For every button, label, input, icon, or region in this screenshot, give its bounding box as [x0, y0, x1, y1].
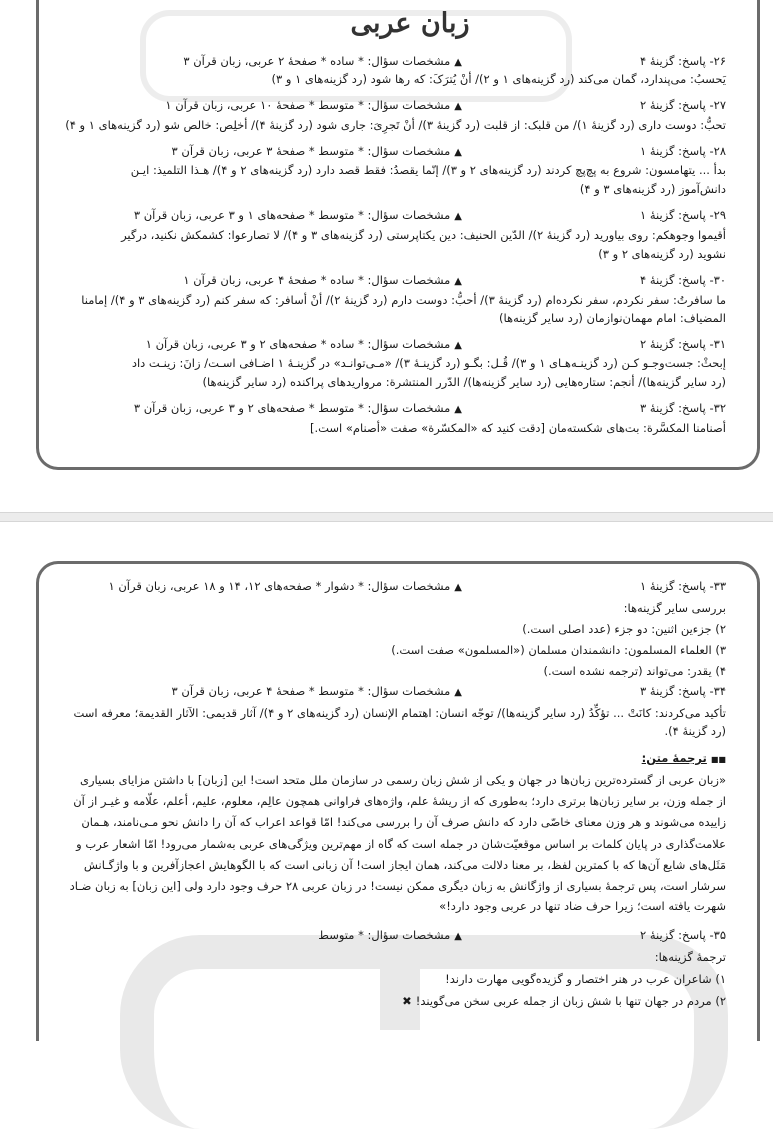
explanation-text: ما سافرتُ: سفر نکردم، سفر نکرده‌ام (رد گزینهٔ ۳)/ أحبُّ: دوست دارم (رد گزینهٔ ۲)/ أنْ أسافر: که سفر کنم (رد گزینه‌های ۳ و ۴)/ إمامنا [81, 293, 726, 307]
question-specs-text: مشخصات سؤال: * متوسط * صفحهٔ ۳ عربی، زبان قرآن ۳ [171, 144, 451, 158]
answer-choice: ۳۵- پاسخ: گزینهٔ ۲ [640, 928, 726, 942]
question-specs-text: مشخصات سؤال: * متوسط * صفحه‌های ۲ و ۳ عربی، زبان قرآن ۳ [133, 401, 451, 415]
explanation-line [42, 309, 726, 327]
explanation-line [42, 641, 726, 659]
answer-choice: ۳۰- پاسخ: گزینهٔ ۴ [640, 273, 726, 287]
explanation-line [42, 722, 726, 740]
cross-mark-icon: ✖ [402, 994, 412, 1008]
explanation-line [42, 704, 726, 722]
answer-header [42, 96, 726, 116]
answer-header [42, 399, 726, 419]
question-specs-text: مشخصات سؤال: * متوسط [318, 928, 451, 942]
triangle-bullet-icon: ▲ [454, 147, 462, 158]
explanation-text: یَحسبُ: می‌پندارد، گمان می‌کند (رد گزینه‌های ۱ و ۲)/ أنْ یُترَکَ: که رها شود (رد گزینه‌های ۱ و ۳) [271, 72, 726, 86]
triangle-bullet-icon: ▲ [454, 340, 462, 351]
explanation-line [42, 419, 726, 437]
answer-header [42, 577, 726, 597]
explanation-line [42, 992, 726, 1010]
triangle-bullet-icon: ▲ [454, 211, 462, 222]
question-specs [42, 399, 462, 419]
answer-header [42, 926, 726, 946]
triangle-bullet-icon: ▲ [454, 582, 462, 593]
answer-header [42, 52, 726, 72]
question-specs-text: مشخصات سؤال: * متوسط * صفحهٔ ۴ عربی، زبان قرآن ۳ [171, 684, 451, 698]
explanation-line [42, 813, 726, 831]
explanation-text: دانش‌آموز (رد گزینه‌های ۳ و ۴) [579, 182, 726, 196]
question-specs [42, 271, 462, 291]
explanation-line [42, 161, 726, 179]
explanation-text: أصنامنا المکسَّرة: بت‌های شکسته‌مان [دقت کنید که «المکسّرة» صفت «أصنام» است.] [309, 421, 726, 435]
question-specs [42, 926, 462, 946]
question-specs [42, 206, 462, 226]
answer-header [42, 142, 726, 162]
page-separator [0, 512, 773, 522]
triangle-bullet-icon: ▲ [454, 687, 462, 698]
explanation-line [42, 897, 726, 915]
answer-choice: ۲۹- پاسخ: گزینهٔ ۱ [640, 208, 726, 222]
section-banner-title: زبان عربی [350, 8, 470, 39]
explanation-text: (رد گزینهٔ ۴). [664, 724, 726, 738]
answer-choice: ۲۸- پاسخ: گزینهٔ ۱ [640, 144, 726, 158]
answer-choice: ۳۲- پاسخ: گزینهٔ ۳ [640, 401, 726, 415]
triangle-bullet-icon: ▲ [454, 276, 462, 287]
explanation-text: از جمله وزن، بر سایر زبان‌ها برتری دارد؛ به‌طوری که از ریشهٔ علم، واژه‌های فراوانی همچون عالِم، معلوم، علیم، أعلم، علّامه و غیـر از آن [73, 794, 726, 808]
triangle-bullet-icon: ▲ [454, 57, 462, 68]
explanation-line [42, 70, 726, 88]
explanation-text: سرشار است، پس ترجمهٔ بسیاری از واژگانش به زبان دیگری ممکن نیست! در زبان عربی ۲۸ حرف وجود دارد ولی [این زبان] به زبان ضـاد [69, 879, 726, 893]
explanation-text: تأکید می‌کردند: کانَتْ ... تؤکِّدُ (رد سایر گزینه‌ها)/ توجّه انسان: اهتمام الإنسان (رد گزینه‌های ۲ و ۴)/ آثار قدیمی: الآثار القدیمة؛ معرفه است [73, 706, 726, 720]
question-specs-text: مشخصات سؤال: * ساده * صفحهٔ ۲ عربی، زبان قرآن ۳ [183, 54, 451, 68]
explanation-text: تحبُّ: دوست داری (رد گزینهٔ ۱)/ من قلبک: از قلبت (رد گزینهٔ ۳)/ أنْ تَجرِیَ: جاری شود (رد گزینهٔ ۴)/ أخلِص: خالص شو (رد گزینه‌های ۱ و ۴) [65, 118, 726, 132]
explanation-text: نشوید (رد گزینه‌های ۲ و ۳) [598, 247, 726, 261]
question-specs [42, 142, 462, 162]
explanation-text: بدأ ... یتهامسون: شروع به پچ‌پچ کردند (رد گزینه‌های ۲ و ۳)/ إنّما یقصدُ: فقط قصد دارد (رد گزینه‌های ۲ و ۴)/ هـذا التلمیذ: ایـن [130, 163, 726, 177]
explanation-text: (رد سایر گزینه‌ها)/ أنجم: ستاره‌هایی (رد سایر گزینه‌ها)/ الدّرر المنتشرة: مرواریدهای پراکنده (رد سایر گزینه‌ها) [202, 375, 726, 389]
explanation-text: «زبان عربی از گسترده‌ترین زبان‌ها در جهان و یکی از شش زبان رسمی در سازمان ملل متحد است! این [زبان] با داشتن مزایای بسیاری [80, 773, 726, 787]
answer-choice: ۲۷- پاسخ: گزینهٔ ۲ [640, 98, 726, 112]
explanation-text: المضیاف: امام مهمان‌نوازمان (رد سایر گزینه‌ها) [499, 311, 726, 325]
answer-header [42, 271, 726, 291]
square-bullet-icon: ■■ [710, 755, 726, 764]
explanation-line [42, 620, 726, 638]
question-specs-text: مشخصات سؤال: * دشوار * صفحه‌های ۱۲، ۱۴ و ۱۸ عربی، زبان قرآن ۱ [108, 579, 451, 593]
answer-choice: ۳۳- پاسخ: گزینهٔ ۱ [640, 579, 726, 593]
explanation-line [42, 354, 726, 372]
question-specs [42, 52, 462, 72]
explanation-text: ۲) جزءین اثنین: دو جزء (عدد اصلی است.) [522, 622, 726, 636]
explanation-text: زاییده می‌شوند و هر وزن معنای خاصّی دارد که دانش صرف آن را بررسی می‌کند! امّا قواعد اعراب که آن را دانش نحو مـی‌نامند، هـمان [81, 815, 726, 829]
explanation-line [42, 226, 726, 244]
translation-heading [42, 749, 726, 769]
explanation-text: ۴) یقدر: می‌تواند (ترجمه نشده است.) [543, 664, 726, 678]
question-specs-text: مشخصات سؤال: * ساده * صفحهٔ ۴ عربی، زبان قرآن ۱ [183, 273, 451, 287]
answer-header [42, 682, 726, 702]
explanation-line [42, 948, 726, 966]
explanation-line [42, 599, 726, 617]
explanation-line [42, 835, 726, 853]
explanation-text: ۳) العلماء المسلمون: دانشمندان مسلمان («المسلمون» صفت است.) [391, 643, 726, 657]
answer-choice: ۳۴- پاسخ: گزینهٔ ۳ [640, 684, 726, 698]
explanation-line [42, 662, 726, 680]
explanation-text: أقیموا وجوهکم: روی بیاورید (رد گزینهٔ ۲)/ الدّین الحنیف: دین یکتاپرستی (رد گزینه‌های ۳ و ۴)/ لا تصارعوا: کشمکش نکنید، درگیر [121, 228, 726, 242]
question-specs [42, 682, 462, 702]
translation-heading-text: ترجمهٔ متن: [641, 751, 707, 765]
explanation-line [42, 970, 726, 988]
explanation-line [42, 245, 726, 263]
explanation-line [42, 180, 726, 198]
explanation-line [42, 856, 726, 874]
question-specs-text: مشخصات سؤال: * ساده * صفحه‌های ۲ و ۳ عربی، زبان قرآن ۱ [145, 337, 451, 351]
answer-choice: ۳۱- پاسخ: گزینهٔ ۲ [640, 337, 726, 351]
explanation-text: علامت‌گذاری در پایان کلمات بر اساس موقعیّت‌شان در جمله است که گاه از مهم‌ترین ویژگی‌های عربی به‌شمار می‌رود! امّا اشعار عرب و [76, 837, 726, 851]
explanation-line [42, 877, 726, 895]
explanation-text: إبحثْ: جست‌وجـو کـن (رد گزینـه‌هـای ۱ و ۳)/ قُـل: بگـو (رد گزینـهٔ ۳)/ «مـی‌توانـد» در گزینـهٔ ۱ اضـافی اسـت/ زانَ: زینـت داد [131, 356, 726, 370]
explanation-line [42, 291, 726, 309]
explanation-line [42, 792, 726, 810]
explanation-text: ۱) شاعران عرب در هنر اختصار و گزیده‌گویی مهارت دارند! [445, 972, 726, 986]
triangle-bullet-icon: ▲ [454, 404, 462, 415]
explanation-text: ترجمهٔ گزینه‌ها: [654, 950, 726, 964]
answer-choice: ۲۶- پاسخ: گزینهٔ ۴ [640, 54, 726, 68]
explanation-text: بررسی سایر گزینه‌ها: [623, 601, 726, 615]
question-specs [42, 96, 462, 116]
explanation-line [42, 116, 726, 134]
answer-header [42, 206, 726, 226]
explanation-line [42, 771, 726, 789]
question-specs [42, 577, 462, 597]
explanation-text: ۲) مردم در جهان تنها با شش زبان از جمله عربی سخن می‌گویند! [415, 994, 726, 1008]
triangle-bullet-icon: ▲ [454, 101, 462, 112]
question-specs [42, 335, 462, 355]
question-specs-text: مشخصات سؤال: * متوسط * صفحهٔ ۱۰ عربی، زبان قرآن ۱ [165, 98, 451, 112]
explanation-text: مَثَل‌های شایع آن‌ها که با کمترین لفظ، بر معنا دلالت می‌کند، همان ایجاز است! آن زبانی است که با الگوهایش اعجازآفرین و با واژگـانش [83, 858, 726, 872]
answer-header [42, 335, 726, 355]
explanation-text: شهرت یافته است؛ زیرا حرف ضاد تنها در عربی وجود دارد!» [439, 899, 726, 913]
triangle-bullet-icon: ▲ [454, 931, 462, 942]
question-specs-text: مشخصات سؤال: * متوسط * صفحه‌های ۱ و ۳ عربی، زبان قرآن ۳ [133, 208, 451, 222]
explanation-line [42, 373, 726, 391]
